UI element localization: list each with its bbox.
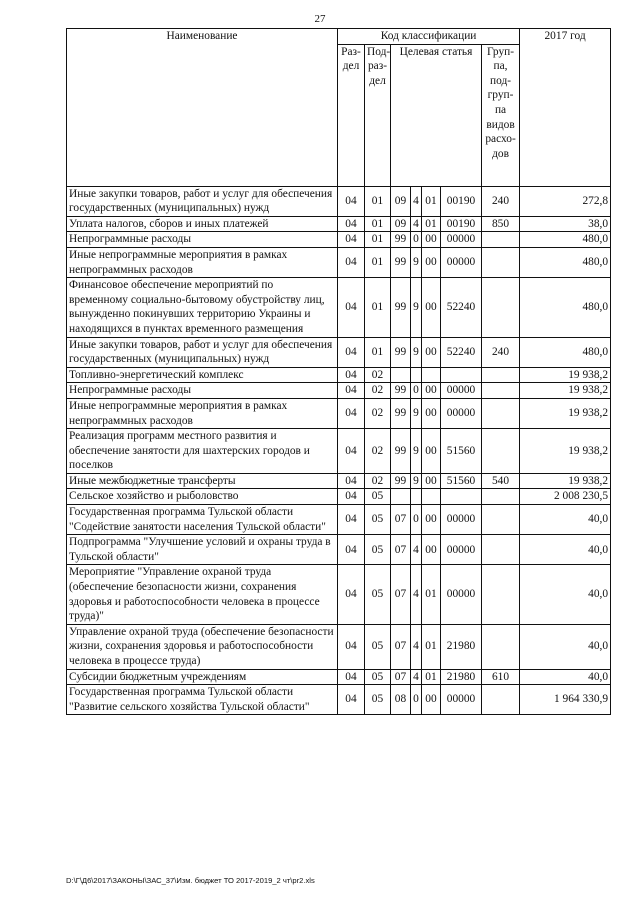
row-name: Иные закупки товаров, работ и услуг для обеспечения государственных (муниципальных) нужд bbox=[67, 186, 338, 216]
row-target-event: 01 bbox=[422, 565, 441, 624]
row-target-event: 00 bbox=[422, 505, 441, 535]
header-target: Целевая статья bbox=[391, 44, 482, 186]
row-name: Государственная программа Тульской области "Развитие сельского хозяйства Тульской области" bbox=[67, 685, 338, 715]
row-expense-type bbox=[482, 398, 520, 428]
row-target-subprogram: 4 bbox=[411, 624, 422, 669]
row-target-event: 00 bbox=[422, 535, 441, 565]
row-razdel: 04 bbox=[338, 216, 365, 232]
row-amount: 40,0 bbox=[520, 535, 611, 565]
row-target-program bbox=[391, 367, 411, 383]
row-podrazdel: 01 bbox=[365, 247, 391, 277]
row-target-direction: 51560 bbox=[441, 473, 482, 489]
row-expense-type: 240 bbox=[482, 186, 520, 216]
row-podrazdel: 05 bbox=[365, 685, 391, 715]
row-target-direction: 00000 bbox=[441, 535, 482, 565]
row-amount: 40,0 bbox=[520, 505, 611, 535]
header-name: Наименование bbox=[67, 29, 338, 187]
row-expense-type bbox=[482, 367, 520, 383]
row-target-subprogram: 4 bbox=[411, 565, 422, 624]
row-podrazdel: 01 bbox=[365, 216, 391, 232]
row-target-subprogram: 0 bbox=[411, 685, 422, 715]
row-target-event bbox=[422, 367, 441, 383]
table-row bbox=[67, 669, 611, 685]
row-expense-type bbox=[482, 535, 520, 565]
row-name: Субсидии бюджетным учреждениям bbox=[67, 669, 338, 685]
row-razdel: 04 bbox=[338, 247, 365, 277]
table-row bbox=[67, 565, 611, 624]
page-number: 27 bbox=[314, 13, 326, 25]
table-row bbox=[67, 232, 611, 248]
table-row bbox=[67, 186, 611, 216]
row-amount: 40,0 bbox=[520, 624, 611, 669]
row-target-event bbox=[422, 489, 441, 505]
row-target-event: 00 bbox=[422, 232, 441, 248]
row-podrazdel: 05 bbox=[365, 489, 391, 505]
row-podrazdel: 05 bbox=[365, 624, 391, 669]
row-target-program: 99 bbox=[391, 473, 411, 489]
row-expense-type bbox=[482, 383, 520, 399]
row-expense-type: 240 bbox=[482, 337, 520, 367]
row-name: Государственная программа Тульской области "Содействие занятости населения Тульской области" bbox=[67, 505, 338, 535]
row-target-subprogram: 9 bbox=[411, 337, 422, 367]
row-target-direction bbox=[441, 367, 482, 383]
row-target-program: 08 bbox=[391, 685, 411, 715]
row-podrazdel: 01 bbox=[365, 186, 391, 216]
row-podrazdel: 05 bbox=[365, 535, 391, 565]
row-amount: 480,0 bbox=[520, 278, 611, 337]
table-row bbox=[67, 535, 611, 565]
row-razdel: 04 bbox=[338, 337, 365, 367]
table-body bbox=[67, 186, 611, 715]
row-podrazdel: 01 bbox=[365, 232, 391, 248]
row-target-direction: 00000 bbox=[441, 232, 482, 248]
row-razdel: 04 bbox=[338, 505, 365, 535]
table-row bbox=[67, 367, 611, 383]
row-target-subprogram: 0 bbox=[411, 232, 422, 248]
row-target-event: 00 bbox=[422, 278, 441, 337]
row-target-direction: 52240 bbox=[441, 337, 482, 367]
row-podrazdel: 01 bbox=[365, 278, 391, 337]
row-target-program: 99 bbox=[391, 383, 411, 399]
row-name: Иные непрограммные мероприятия в рамках непрограммных расходов bbox=[67, 247, 338, 277]
file-path-footer: D:\Г\Д6\2017\ЗАКОНЫ\ЗАС_37\Изм. бюджет ТО 2017-2019_2 чт\pr2.xls bbox=[66, 876, 315, 885]
row-target-direction: 21980 bbox=[441, 669, 482, 685]
row-razdel: 04 bbox=[338, 367, 365, 383]
row-target-subprogram: 9 bbox=[411, 429, 422, 474]
row-target-program: 07 bbox=[391, 669, 411, 685]
row-target-event: 00 bbox=[422, 247, 441, 277]
row-target-program: 99 bbox=[391, 429, 411, 474]
row-expense-type bbox=[482, 505, 520, 535]
row-target-direction: 00000 bbox=[441, 398, 482, 428]
table-row bbox=[67, 473, 611, 489]
header-year: 2017 год bbox=[520, 29, 611, 187]
row-target-subprogram bbox=[411, 367, 422, 383]
row-razdel: 04 bbox=[338, 186, 365, 216]
table-row bbox=[67, 398, 611, 428]
row-razdel: 04 bbox=[338, 383, 365, 399]
row-target-subprogram: 4 bbox=[411, 669, 422, 685]
row-target-subprogram: 9 bbox=[411, 398, 422, 428]
row-target-program: 07 bbox=[391, 535, 411, 565]
row-target-event: 00 bbox=[422, 473, 441, 489]
row-podrazdel: 05 bbox=[365, 505, 391, 535]
table-row bbox=[67, 337, 611, 367]
row-target-program: 07 bbox=[391, 624, 411, 669]
row-expense-type: 850 bbox=[482, 216, 520, 232]
row-target-subprogram: 9 bbox=[411, 247, 422, 277]
row-target-direction: 00000 bbox=[441, 383, 482, 399]
table-row bbox=[67, 383, 611, 399]
row-podrazdel: 02 bbox=[365, 367, 391, 383]
row-target-direction: 52240 bbox=[441, 278, 482, 337]
row-target-subprogram: 4 bbox=[411, 535, 422, 565]
row-expense-type bbox=[482, 489, 520, 505]
row-amount: 19 938,2 bbox=[520, 398, 611, 428]
row-target-event: 01 bbox=[422, 669, 441, 685]
row-name: Финансовое обеспечение мероприятий по временному социально-бытовому обустройству лиц, вынужденно покинувших территорию Украины и находящихся в пунктах временного размещения bbox=[67, 278, 338, 337]
row-target-direction: 00000 bbox=[441, 685, 482, 715]
row-name: Подпрограмма "Улучшение условий и охраны труда в Тульской области" bbox=[67, 535, 338, 565]
row-target-program: 99 bbox=[391, 247, 411, 277]
row-target-subprogram: 9 bbox=[411, 278, 422, 337]
row-expense-type bbox=[482, 565, 520, 624]
row-expense-type bbox=[482, 278, 520, 337]
row-target-event: 00 bbox=[422, 429, 441, 474]
row-razdel: 04 bbox=[338, 429, 365, 474]
row-target-subprogram bbox=[411, 489, 422, 505]
row-amount: 1 964 330,9 bbox=[520, 685, 611, 715]
row-target-program: 07 bbox=[391, 505, 411, 535]
row-target-subprogram: 4 bbox=[411, 216, 422, 232]
row-target-event: 00 bbox=[422, 685, 441, 715]
row-razdel: 04 bbox=[338, 278, 365, 337]
row-name: Топливно-энергетический комплекс bbox=[67, 367, 338, 383]
table-row bbox=[67, 216, 611, 232]
row-podrazdel: 01 bbox=[365, 337, 391, 367]
header-podrazdel: Под- раз- дел bbox=[365, 44, 391, 186]
row-podrazdel: 05 bbox=[365, 669, 391, 685]
row-podrazdel: 02 bbox=[365, 383, 391, 399]
row-razdel: 04 bbox=[338, 624, 365, 669]
row-name: Сельское хозяйство и рыболовство bbox=[67, 489, 338, 505]
row-podrazdel: 02 bbox=[365, 473, 391, 489]
row-amount: 19 938,2 bbox=[520, 383, 611, 399]
row-expense-type bbox=[482, 685, 520, 715]
table-row bbox=[67, 278, 611, 337]
row-amount: 40,0 bbox=[520, 565, 611, 624]
table-row bbox=[67, 624, 611, 669]
row-amount: 19 938,2 bbox=[520, 367, 611, 383]
row-razdel: 04 bbox=[338, 685, 365, 715]
row-razdel: 04 bbox=[338, 232, 365, 248]
row-target-direction: 51560 bbox=[441, 429, 482, 474]
table-row bbox=[67, 685, 611, 715]
row-amount: 19 938,2 bbox=[520, 429, 611, 474]
row-target-event: 00 bbox=[422, 337, 441, 367]
row-target-subprogram: 4 bbox=[411, 186, 422, 216]
row-name: Управление охраной труда (обеспечение безопасности жизни, сохранения здоровья и работоспособности человека в процессе труда) bbox=[67, 624, 338, 669]
row-target-program: 09 bbox=[391, 186, 411, 216]
row-target-direction: 00000 bbox=[441, 247, 482, 277]
row-razdel: 04 bbox=[338, 398, 365, 428]
row-target-event: 01 bbox=[422, 624, 441, 669]
row-expense-type bbox=[482, 232, 520, 248]
row-name: Непрограммные расходы bbox=[67, 232, 338, 248]
row-name: Непрограммные расходы bbox=[67, 383, 338, 399]
row-expense-type bbox=[482, 429, 520, 474]
row-target-direction: 00190 bbox=[441, 216, 482, 232]
row-name: Мероприятие "Управление охраной труда (обеспечение безопасности жизни, сохранения здоровья и работоспособности человека в процессе труда)" bbox=[67, 565, 338, 624]
row-target-program: 99 bbox=[391, 278, 411, 337]
row-target-program: 99 bbox=[391, 337, 411, 367]
row-expense-type bbox=[482, 624, 520, 669]
row-razdel: 04 bbox=[338, 535, 365, 565]
row-name: Иные межбюджетные трансферты bbox=[67, 473, 338, 489]
row-name: Иные закупки товаров, работ и услуг для обеспечения государственных (муниципальных) нужд bbox=[67, 337, 338, 367]
row-podrazdel: 02 bbox=[365, 398, 391, 428]
row-target-event: 01 bbox=[422, 186, 441, 216]
row-target-direction: 00190 bbox=[441, 186, 482, 216]
table-row bbox=[67, 247, 611, 277]
row-razdel: 04 bbox=[338, 565, 365, 624]
row-amount: 2 008 230,5 bbox=[520, 489, 611, 505]
row-podrazdel: 05 bbox=[365, 565, 391, 624]
row-name: Уплата налогов, сборов и иных платежей bbox=[67, 216, 338, 232]
row-expense-type bbox=[482, 247, 520, 277]
row-amount: 480,0 bbox=[520, 232, 611, 248]
table-row bbox=[67, 429, 611, 474]
row-razdel: 04 bbox=[338, 489, 365, 505]
row-target-program: 99 bbox=[391, 398, 411, 428]
row-target-program: 99 bbox=[391, 232, 411, 248]
row-target-subprogram: 9 bbox=[411, 473, 422, 489]
row-target-program: 09 bbox=[391, 216, 411, 232]
table-row bbox=[67, 505, 611, 535]
row-target-program bbox=[391, 489, 411, 505]
row-amount: 480,0 bbox=[520, 247, 611, 277]
row-razdel: 04 bbox=[338, 669, 365, 685]
row-target-event: 00 bbox=[422, 383, 441, 399]
row-target-direction: 21980 bbox=[441, 624, 482, 669]
row-razdel: 04 bbox=[338, 473, 365, 489]
row-target-subprogram: 0 bbox=[411, 505, 422, 535]
row-expense-type: 610 bbox=[482, 669, 520, 685]
row-target-subprogram: 0 bbox=[411, 383, 422, 399]
row-amount: 38,0 bbox=[520, 216, 611, 232]
row-podrazdel: 02 bbox=[365, 429, 391, 474]
row-amount: 40,0 bbox=[520, 669, 611, 685]
header-razdel: Раз- дел bbox=[338, 44, 365, 186]
row-name: Иные непрограммные мероприятия в рамках непрограммных расходов bbox=[67, 398, 338, 428]
row-target-direction: 00000 bbox=[441, 505, 482, 535]
row-amount: 480,0 bbox=[520, 337, 611, 367]
row-target-event: 01 bbox=[422, 216, 441, 232]
row-amount: 19 938,2 bbox=[520, 473, 611, 489]
row-amount: 272,8 bbox=[520, 186, 611, 216]
header-classification: Код классификации bbox=[338, 29, 520, 45]
header-group: Груп- па, под- груп- па видов расхо- дов bbox=[482, 44, 520, 186]
row-target-program: 07 bbox=[391, 565, 411, 624]
row-target-event: 00 bbox=[422, 398, 441, 428]
budget-table bbox=[66, 28, 611, 715]
row-expense-type: 540 bbox=[482, 473, 520, 489]
row-target-direction: 00000 bbox=[441, 565, 482, 624]
row-name: Реализация программ местного развития и обеспечение занятости для шахтерских городов и поселков bbox=[67, 429, 338, 474]
table-row bbox=[67, 489, 611, 505]
row-target-direction bbox=[441, 489, 482, 505]
